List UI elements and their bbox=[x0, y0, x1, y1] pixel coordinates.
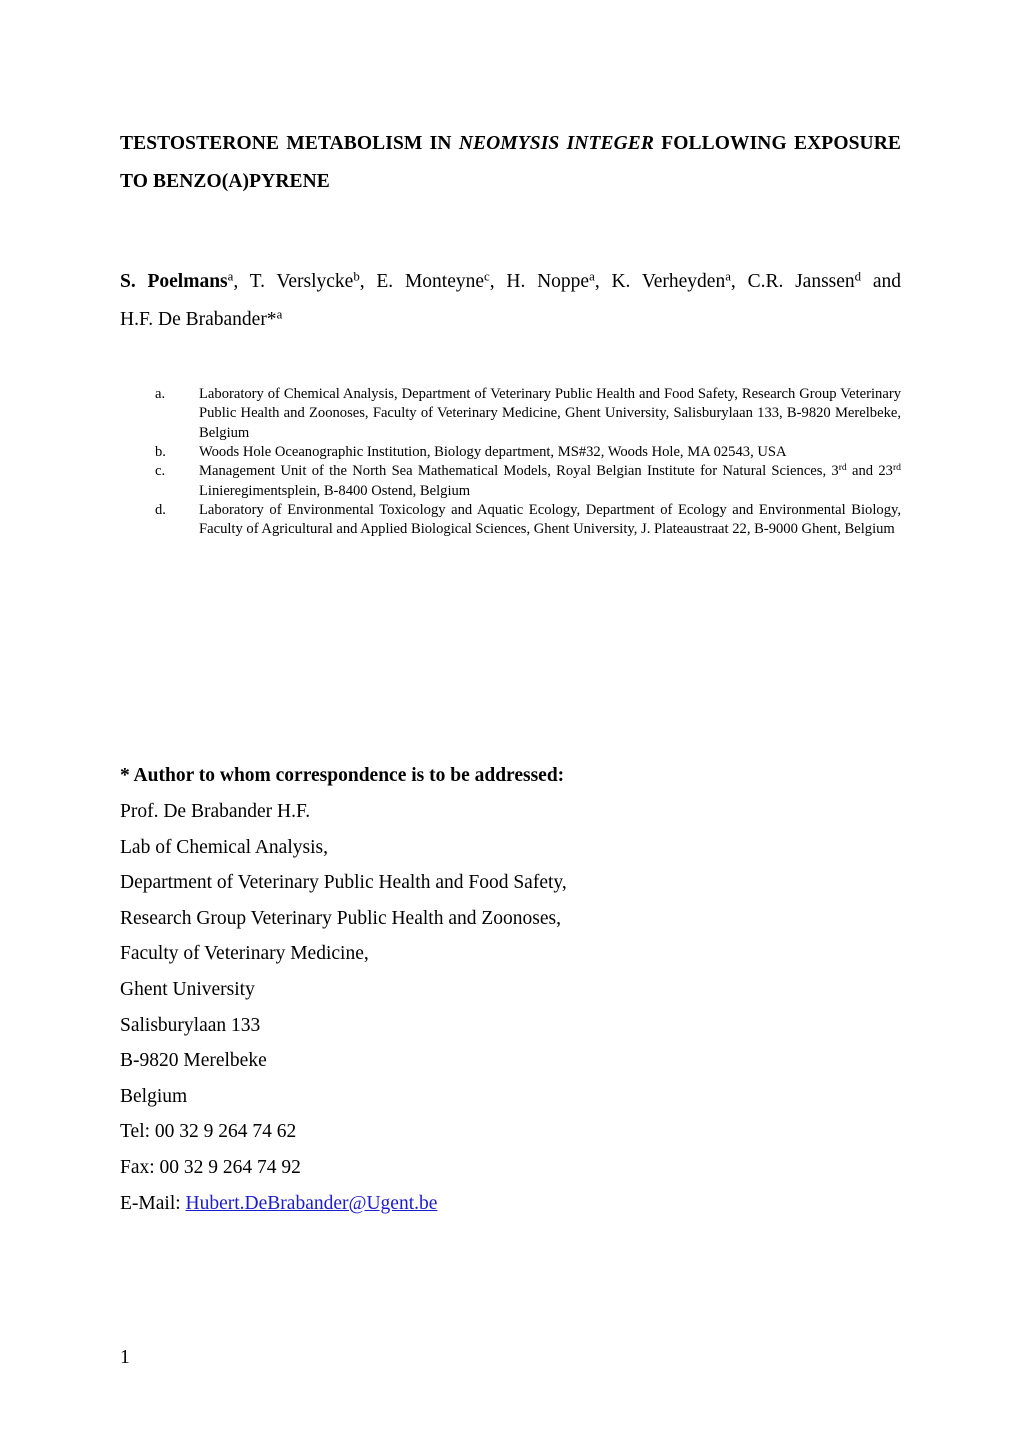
email-link[interactable]: Hubert.DeBrabander@Ugent.be bbox=[185, 1192, 438, 1214]
author-affiliation-marker-5: a bbox=[725, 269, 731, 284]
correspondence-line-research-group: Research Group Veterinary Public Health and Zoonoses, bbox=[120, 907, 561, 929]
author-affiliation-marker-6: d bbox=[854, 269, 862, 284]
affiliation-text-a: Laboratory of Chemical Analysis, Department of Veterinary Public Health and Food Safety, Research Group Veterinary Public Health and Zoonoses, Faculty of Veterinary Medicine, Ghent University, Salisburylaan 133, B-9820 Merelbeke, Belgium bbox=[199, 386, 901, 441]
correspondence-line-email bbox=[120, 1186, 901, 1222]
affiliation-text-d: Laboratory of Environmental Toxicology and Aquatic Ecology, Department of Ecology and Environmental Biology, Faculty of Agricultural and Applied Biological Sciences, Ghent University, J. Plateaustraat 22, B-9000 Ghent, Belgium bbox=[199, 501, 901, 538]
correspondence-line-lab: Lab of Chemical Analysis, bbox=[120, 836, 328, 858]
author-separator-1: , bbox=[233, 271, 250, 293]
author-line-2 bbox=[120, 301, 901, 339]
correspondence-block bbox=[120, 758, 901, 1221]
author-separator-4: , bbox=[594, 271, 612, 293]
page-content bbox=[120, 112, 901, 1221]
correspondence-line-department: Department of Veterinary Public Health and Food Safety, bbox=[120, 872, 567, 894]
author-separator-2: , bbox=[359, 271, 377, 293]
author-line-1 bbox=[120, 263, 901, 301]
author-name-7: H.F. De Brabander* bbox=[120, 309, 277, 331]
author-name-6: C.R. Janssen bbox=[747, 271, 855, 293]
affiliation-marker-c: c. bbox=[155, 463, 166, 480]
affiliation-marker-d: d. bbox=[155, 501, 166, 518]
affiliation-c-ordinal-2: rd bbox=[892, 462, 901, 474]
affiliation-c-part-2: and 23 bbox=[846, 463, 893, 480]
author-separator-3: , bbox=[489, 271, 507, 293]
title-line-2: TO BENZO(A)PYRENE bbox=[120, 171, 330, 193]
title-text-after-species: FOLLOWING EXPOSURE bbox=[653, 133, 901, 155]
author-affiliation-marker-4: a bbox=[589, 269, 595, 284]
author-lead-name: S. Poelmans bbox=[120, 271, 228, 293]
author-list bbox=[120, 263, 901, 339]
affiliation-marker-a: a. bbox=[155, 386, 166, 403]
correspondence-line-faculty: Faculty of Veterinary Medicine, bbox=[120, 943, 369, 965]
affiliation-item-a bbox=[155, 385, 901, 443]
affiliation-marker-b: b. bbox=[155, 443, 166, 460]
correspondence-line-country: Belgium bbox=[120, 1085, 188, 1107]
author-name-4: H. Noppe bbox=[506, 271, 590, 293]
author-affiliation-marker-7: a bbox=[276, 307, 283, 322]
author-affiliation-marker-2: b bbox=[353, 269, 360, 284]
author-name-5: K. Verheyden bbox=[611, 271, 726, 293]
correspondence-heading: * Author to whom correspondence is to be addressed: bbox=[120, 765, 565, 787]
affiliation-item-d bbox=[155, 501, 901, 540]
author-name-3: E. Monteyne bbox=[376, 271, 485, 293]
author-conjunction: and bbox=[861, 271, 902, 293]
affiliation-c-part-1: Management Unit of the North Sea Mathematical Models, Royal Belgian Institute for Natural Sciences, 3 bbox=[199, 463, 839, 480]
affiliation-text-b: Woods Hole Oceanographic Institution, Biology department, MS#32, Woods Hole, MA 02543, USA bbox=[199, 443, 787, 460]
affiliation-item-c bbox=[155, 462, 901, 501]
page-number: 1 bbox=[120, 1347, 130, 1368]
page-title bbox=[120, 125, 901, 201]
title-text-before-species: TESTOSTERONE METABOLISM IN bbox=[120, 133, 459, 155]
author-affiliation-marker-3: c bbox=[484, 269, 490, 284]
title-line-1 bbox=[120, 125, 901, 163]
affiliation-text-c bbox=[199, 462, 901, 501]
correspondence-line-university: Ghent University bbox=[120, 979, 255, 1000]
affiliation-c-ordinal-1: rd bbox=[838, 462, 847, 474]
author-lead-affiliation-marker: a bbox=[227, 269, 234, 284]
correspondence-line-telephone: Tel: 00 32 9 264 74 62 bbox=[120, 1121, 297, 1143]
affiliation-item-b bbox=[155, 443, 901, 462]
title-species-name: NEOMYSIS INTEGER bbox=[458, 133, 654, 155]
author-name-2: T. Verslycke bbox=[249, 271, 354, 293]
correspondence-line-postal-city: B-9820 Merelbeke bbox=[120, 1050, 267, 1072]
email-label: E-Mail: bbox=[120, 1192, 186, 1214]
author-separator-5: , bbox=[730, 271, 748, 293]
affiliation-c-part-3: Linieregimentsplein, B-8400 Ostend, Belgium bbox=[199, 482, 471, 499]
affiliation-list bbox=[155, 385, 901, 539]
correspondence-line-street: Salisburylaan 133 bbox=[120, 1014, 261, 1036]
correspondence-line-fax: Fax: 00 32 9 264 74 92 bbox=[120, 1156, 301, 1178]
correspondence-line-name: Prof. De Brabander H.F. bbox=[120, 801, 311, 823]
